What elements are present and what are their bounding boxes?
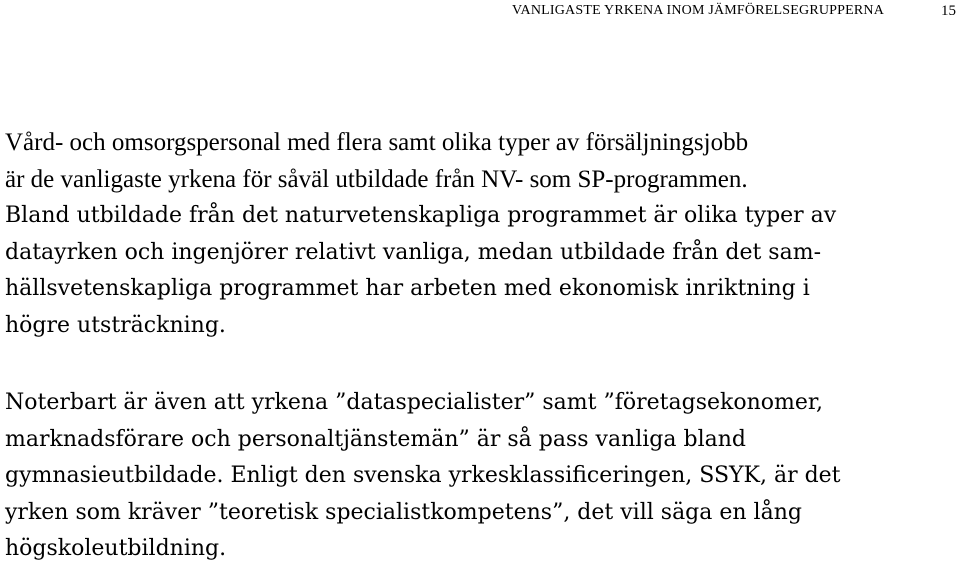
running-header-title: VANLIGASTE YRKENA INOM JÄMFÖRELSEGRUPPERNA <box>512 3 885 18</box>
paragraph-line: datayrken och ingenjörer relativt vanliga, medan utbildade från det sam- <box>5 239 822 265</box>
paragraph-line: gymnasieutbildade. Enligt den svenska yrkesklassificeringen, SSYK, är det <box>5 463 841 488</box>
paragraph-line: Noterbart är även att yrkena ”dataspecialister” samt ”företagsekonomer, <box>5 390 823 415</box>
page-number: 15 <box>941 3 956 19</box>
paragraph-line: högre utsträckning. <box>5 312 226 338</box>
paragraph-line: marknadsförare och personaltjänstemän” är så pass vanliga bland <box>5 426 746 452</box>
paragraph-line: yrken som kräver ”teoretisk specialistkompetens”, det vill säga en lång <box>5 499 802 525</box>
body-paragraph-1 <box>5 125 960 344</box>
paragraph-line: högskoleutbildning. <box>5 536 227 561</box>
paragraph-line: hällsvetenskapliga programmet har arbeten med ekonomisk inriktning i <box>5 276 810 301</box>
body-paragraph-2 <box>5 385 960 568</box>
paragraph-line: Bland utbildade från det naturvetenskapliga programmet är olika typer av <box>5 203 837 228</box>
paragraph-line: Vård- och omsorgspersonal med flera samt olika typer av försäljningsjobb <box>5 129 749 156</box>
paragraph-line: är de vanligaste yrkena för såväl utbildade från NV- som SP-programmen. <box>5 165 748 193</box>
